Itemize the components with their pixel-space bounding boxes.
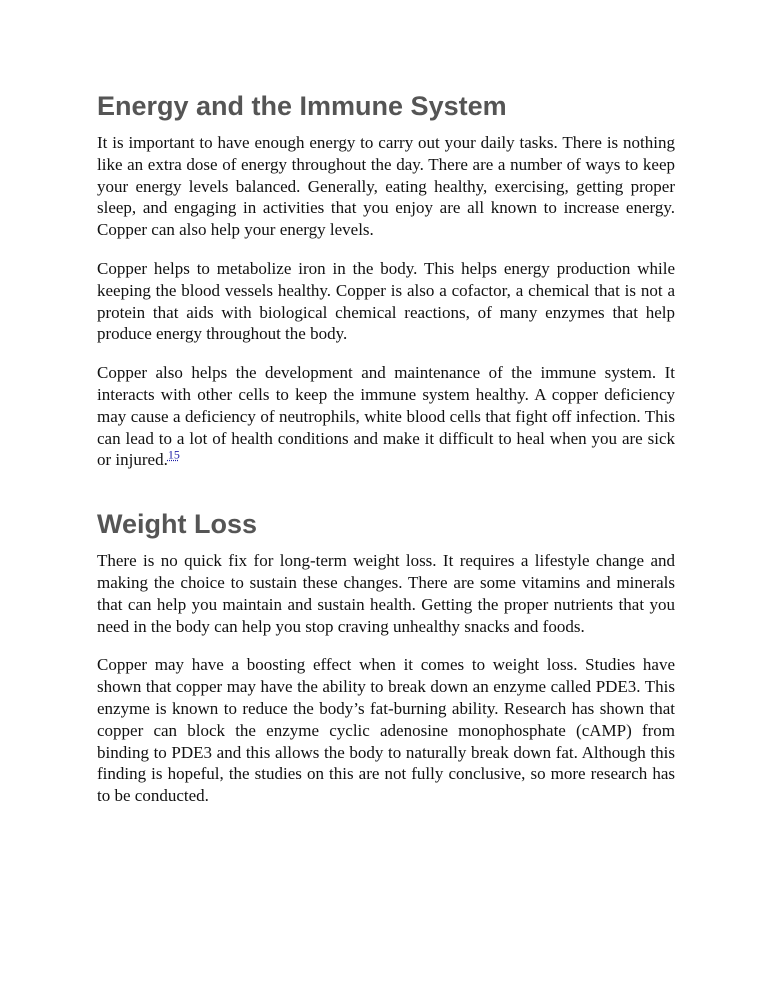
document-page (97, 0, 675, 807)
paragraph-text: Copper also helps the development and maintenance of the immune system. It interacts with other cells to keep the immune system healthy. A copper deficiency may cause a deficiency of neutrophils, white blood cells that fight off infection. This can lead to a lot of health conditions and make it difficult to heal when you are sick or injured. (97, 363, 675, 470)
paragraph: Copper may have a boosting effect when it comes to weight loss. Studies have shown that copper may have the ability to break down an enzyme called PDE3. This enzyme is known to reduce the body’s fat-burning ability. Research has shown that copper can block the enzyme cyclic adenosine monophosphate (cAMP) from binding to PDE3 and this allows the body to naturally break down fat. Although this finding is hopeful, the studies on this are not fully conclusive, so more research has to be conducted. (97, 655, 675, 806)
footnote-link[interactable]: 15 (167, 447, 180, 462)
section-heading: Weight Loss (97, 509, 258, 540)
section-body (97, 132, 675, 471)
paragraph (97, 362, 675, 471)
paragraph: There is no quick fix for long-term weight loss. It requires a lifestyle change and making the choice to sustain these changes. There are some vitamins and minerals that can help you maintain and sustain health. Getting the proper nutrients that you need in the body can help you stop craving unhealthy snacks and foods. (97, 551, 675, 636)
section-weight-loss (97, 508, 675, 807)
paragraph: It is important to have enough energy to carry out your daily tasks. There is nothing like an extra dose of energy throughout the day. There are a number of ways to keep your energy levels balanced. Generally, eating healthy, exercising, getting proper sleep, and engaging in activities that you enjoy are all known to increase energy. Copper can also help your energy levels. (97, 133, 675, 240)
section-energy-immune (97, 90, 675, 471)
section-body (97, 550, 675, 807)
paragraph: Copper helps to metabolize iron in the body. This helps energy production while keeping the blood vessels healthy. Copper is also a cofactor, a chemical that is not a protein that aids with biological chemical reactions, of many enzymes that help produce energy throughout the body. (97, 258, 675, 344)
section-heading: Energy and the Immune System (97, 91, 507, 121)
